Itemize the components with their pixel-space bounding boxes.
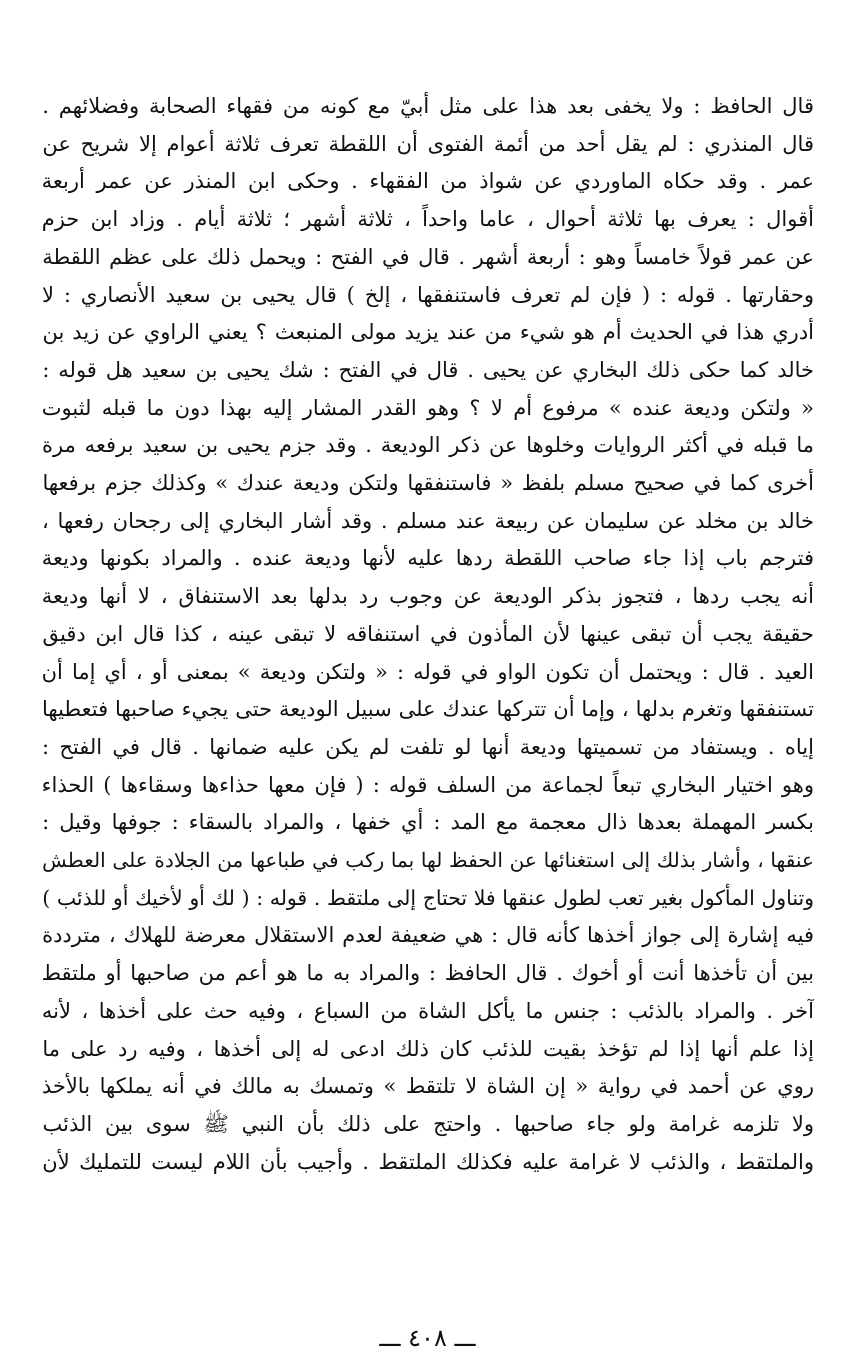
text-line: فيه إشارة إلى جواز أخذها كأنه قال : هي ضعيفة لعدم الاستقلال معرضة للهلاك ، مترددة bbox=[42, 923, 814, 948]
page-number: ـــ ٤٠٨ ـــ bbox=[379, 1324, 476, 1352]
text-line: ولا تلزمه غرامة ولو جاء صاحبها . واحتج على ذلك بأن النبي ﷺ سوى بين الذئب bbox=[42, 1111, 814, 1136]
text-line: أقوال : يعرف بها ثلاثة أحوال ، عاما واحداً ، ثلاثة أشهر ؛ ثلاثة أيام . وزاد ابن حزم bbox=[42, 207, 814, 232]
text-line: إياه . ويستفاد من تسميتها وديعة أنها لو تلفت لم يكن عليه ضمانها . قال في الفتح : bbox=[42, 734, 814, 759]
text-line: روي عن أحمد في رواية « إن الشاة لا تلتقط » وتمسك به مالك في أنه يملكها بالأخذ bbox=[42, 1074, 814, 1099]
text-line: وهو اختيار البخاري تبعاً لجماعة من السلف قوله : ( فإن معها حذاءها وسقاءها ) الحذاء bbox=[42, 772, 814, 797]
text-line: وحقارتها . قوله : ( فإن لم تعرف فاستنفقها ، إلخ ) قال يحيى بن سعيد الأنصاري : لا bbox=[42, 282, 814, 307]
text-line: عمر . وقد حكاه الماوردي عن شواذ من الفقهاء . وحكى ابن المنذر عن عمر أربعة bbox=[42, 169, 814, 194]
text-line: بكسر المهملة بعدها ذال معجمة مع المد : أي خفها ، والمراد بالسقاء : جوفها وقيل : bbox=[42, 810, 814, 835]
text-line: قال المنذري : لم يقل أحد من أئمة الفتوى أن اللقطة تعرف ثلاثة أعوام إلا شريح عن bbox=[42, 131, 814, 156]
text-line: العيد . قال : ويحتمل أن تكون الواو في قوله : « ولتكن وديعة » بمعنى أو ، أي إما أن bbox=[42, 659, 814, 684]
text-line: آخر . والمراد بالذئب : جنس ما يأكل الشاة من السباع ، وفيه حث على أخذها ، لأنه bbox=[42, 998, 814, 1023]
text-line: بين أن تأخذها أنت أو أخوك . قال الحافظ : والمراد به ما هو أعم من صاحبها أو ملتقط bbox=[42, 961, 814, 986]
text-line: أنه يجب ردها ، فتجوز بذكر الوديعة عن وجوب رد بدلها بعد الاستنفاق ، لا أنها وديعة bbox=[42, 584, 814, 609]
text-line: وتناول المأكول بغير تعب لطول عنقها فلا تحتاج إلى ملتقط . قوله : ( لك أو لأخيك أو للذئب ) bbox=[42, 885, 814, 910]
text-line: أخرى كما في صحيح مسلم بلفظ « فاستنفقها ولتكن وديعة عندك » وكذلك جزم برفعها bbox=[42, 471, 814, 496]
text-line: خالد بن مخلد عن سليمان عن ربيعة عند مسلم . وقد أشار البخاري إلى رجحان رفعها ، bbox=[42, 508, 814, 533]
text-line: فترجم باب إذا جاء صاحب اللقطة ردها عليه لأنها وديعة عنده . والمراد بكونها وديعة bbox=[42, 546, 814, 571]
text-line: والملتقط ، والذئب لا غرامة عليه فكذلك الملتقط . وأجيب بأن اللام ليست للتمليك لأن bbox=[42, 1149, 814, 1174]
text-body bbox=[42, 88, 814, 1181]
text-line: أدري هذا في الحديث أم هو شيء من عند يزيد مولى المنبعث ؟ يعني الراوي عن زيد بن bbox=[42, 320, 814, 345]
text-line: قال الحافظ : ولا يخفى بعد هذا على مثل أبيّ مع كونه من فقهاء الصحابة وفضلائهم . bbox=[42, 94, 814, 118]
text-line: ما قبله في أكثر الروايات وخلوها عن ذكر الوديعة . وقد جزم يحيى بن سعيد برفعه مرة bbox=[42, 433, 814, 458]
text-line: عنقها ، وأشار بذلك إلى استغنائها عن الحفظ لها بما ركب في طباعها من الجلادة على العطش bbox=[42, 848, 814, 873]
text-line: « ولتكن وديعة عنده » مرفوع أم لا ؟ وهو القدر المشار إليه بهذا دون ما قبله لثبوت bbox=[42, 395, 814, 420]
text-line: عن عمر قولاً خامساً وهو : أربعة أشهر . قال في الفتح : ويحمل ذلك على عظم اللقطة bbox=[42, 244, 814, 269]
text-line: تستنفقها وتغرم بدلها ، وإما أن تتركها عندك على سبيل الوديعة حتى يجيء صاحبها فتعطيها bbox=[42, 697, 814, 722]
text-line: حقيقة يجب أن تبقى عينها لأن المأذون في استنفاقه لا تبقى عينه ، كذا قال ابن دقيق bbox=[42, 621, 814, 646]
text-line: خالد كما حكى ذلك البخاري عن يحيى . قال في الفتح : شك يحيى بن سعيد هل قوله : bbox=[42, 357, 814, 382]
text-line: إذا علم أنها إذا لم تؤخذ بقيت للذئب كان ذلك ادعى له إلى أخذها ، وفيه رد على ما bbox=[42, 1036, 814, 1061]
